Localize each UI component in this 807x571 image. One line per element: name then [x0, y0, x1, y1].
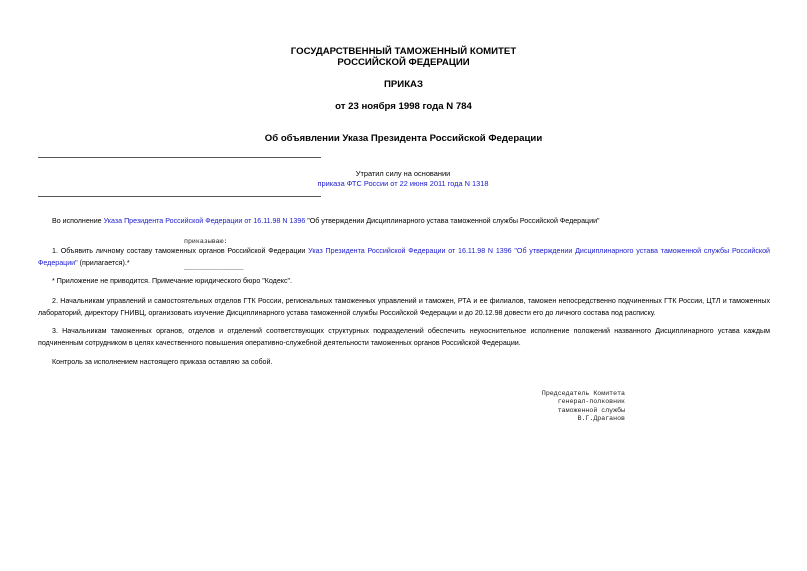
- preamble-prefix: Во исполнение: [52, 217, 104, 225]
- footnote: [38, 276, 770, 288]
- item-3-paragraph: [38, 326, 770, 349]
- doc-type: ПРИКАЗ: [384, 79, 423, 90]
- signature-block: [480, 390, 625, 424]
- status-note-text: Утратил силу на основании: [355, 169, 451, 178]
- doc-date: от 23 ноября 1998 года N 784: [335, 101, 472, 112]
- preamble-paragraph: [38, 216, 770, 228]
- status-note: [200, 169, 606, 189]
- signature-line-1: Председатель Комитета: [541, 390, 625, 397]
- item-2-text: 2. Начальникам управлений и самостоятельных отделов ГТК России, региональных таможенных управлений и таможен, РТА и ее филиалов, таможен непосредственно подчиненных ГТК России, ЦТЛ и таможенных лабораторий, директору ГНИВЦ, организовать изучение Дисциплинарного устава таможенной службы Российской Федерации и до 20.12.98 довести его до личного состава под расписку.: [38, 297, 770, 317]
- committee-line-1: ГОСУДАРСТВЕННЫЙ ТАМОЖЕННЫЙ КОМИТЕТ: [290, 46, 517, 57]
- committee-line-2: РОССИЙСКОЙ ФЕДЕРАЦИИ: [337, 57, 470, 68]
- control-text: Контроль за исполнением настоящего приказа оставляю за собой.: [52, 358, 273, 366]
- item-1-link[interactable]: Указ Президента Российской Федерации от 16.11.98 N 1396 "Об утверждении Дисциплинарного устава таможенной службы Российской Федерации": [38, 247, 770, 267]
- control-paragraph: [38, 357, 770, 369]
- bottom-rule: [38, 196, 321, 197]
- item-1-suffix: (прилагается).*: [77, 258, 130, 267]
- preamble-link[interactable]: Указа Президента Российской Федерации от 16.11.98 N 1396: [103, 217, 306, 225]
- footnote-separator: _______________: [184, 264, 244, 271]
- item-1-prefix: 1. Объявить личному составу таможенных органов Российской Федерации: [52, 247, 309, 255]
- order-word: приказываю:: [184, 238, 228, 245]
- signature-line-3: таможенной службы: [557, 406, 625, 414]
- top-rule: [38, 157, 321, 158]
- signature-name: В.Г.Драганов: [577, 415, 625, 423]
- status-note-link[interactable]: приказа ФТС России от 22 июня 2011 года N 1318: [317, 179, 489, 188]
- doc-title: Об объявлении Указа Президента Российской Федерации: [264, 133, 543, 144]
- committee-name: [0, 46, 807, 68]
- signature-line-2: генерал-полковник: [557, 398, 625, 406]
- item-3-text: 3. Начальникам таможенных органов, отделов и отделений соответствующих структурных подразделений обеспечить неукоснительное исполнение положений названного Дисциплинарного устава каждым подчиненным сотрудником в целях качественного повышения оперативно-служебной деятельности таможенных органов Российской Федерации.: [38, 327, 770, 347]
- footnote-text: * Приложение не приводится. Примечание юридического бюро "Кодекс".: [52, 277, 292, 285]
- item-2-paragraph: [38, 296, 770, 319]
- preamble-suffix: "Об утверждении Дисциплинарного устава таможенной службы Российской Федерации": [305, 217, 600, 225]
- item-1-paragraph: [38, 246, 770, 269]
